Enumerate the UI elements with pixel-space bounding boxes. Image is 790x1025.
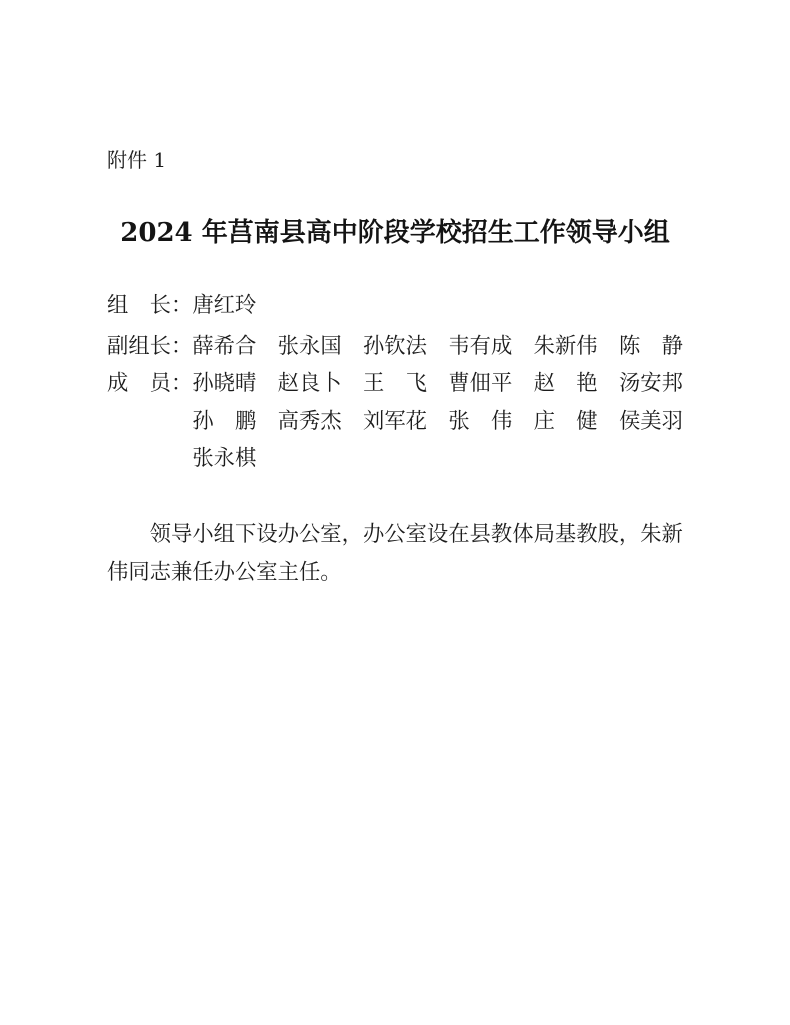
deputies-label: 副组长： [107, 334, 193, 359]
member-name: 高秀杰 [277, 408, 342, 434]
office-note-paragraph: 领导小组下设办公室，办公室设在县教体局基教股，朱新伟同志兼任办公室主任。 [107, 522, 683, 585]
member-name: 庄 健 [533, 408, 598, 434]
member-name: 张永棋 [192, 446, 257, 471]
attachment-label: 附件 1 [107, 148, 167, 172]
member-name: 赵 艳 [533, 371, 598, 396]
leader-row [107, 287, 705, 325]
leader-name: 唐红玲 [192, 293, 257, 318]
document-title: 2024 年莒南县高中阶段学校招生工作领导小组 [120, 218, 670, 248]
deputies-names [192, 328, 705, 366]
deputy-name: 张永国 [277, 334, 342, 359]
members-names [192, 365, 705, 478]
deputy-name: 韦有成 [448, 334, 513, 359]
member-name: 汤安邦 [618, 371, 683, 396]
deputy-name: 孙钦法 [362, 334, 427, 359]
member-name: 王 飞 [362, 371, 427, 396]
members-label: 成 员： [107, 371, 193, 396]
leader-names [192, 287, 705, 325]
member-name: 侯美羽 [618, 408, 683, 434]
member-name: 赵良卜 [277, 371, 342, 396]
deputies-row [107, 328, 705, 366]
deputy-name: 薛希合 [192, 334, 257, 359]
member-name: 孙晓晴 [192, 371, 257, 396]
members-row [107, 365, 705, 478]
deputy-name: 朱新伟 [533, 334, 598, 359]
member-name: 孙 鹏 [192, 408, 257, 434]
deputy-name: 陈 静 [618, 334, 683, 359]
leader-label: 组 长： [107, 293, 193, 318]
member-name: 刘军花 [362, 408, 427, 434]
member-name: 曹佃平 [448, 371, 513, 396]
member-name: 张 伟 [448, 408, 513, 434]
